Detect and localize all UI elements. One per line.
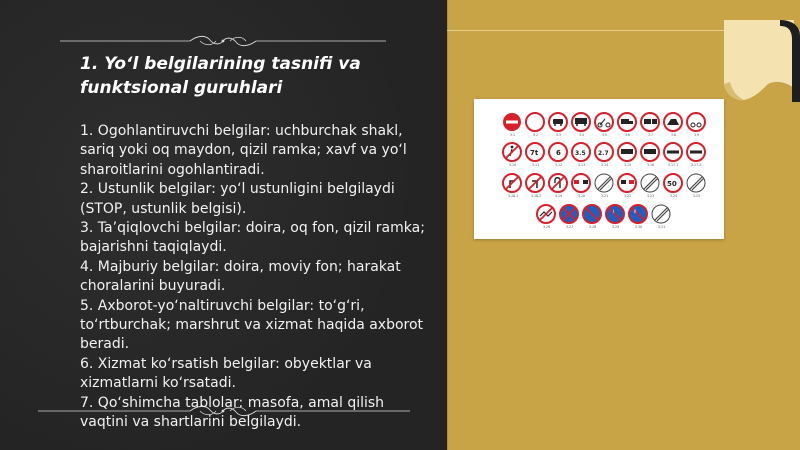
sign-label: 3.7 [648,133,654,137]
sign-label: 3.14 [601,163,609,167]
sign-label: 3.26 [543,225,551,229]
sign-3-18-1 [503,174,521,192]
top-ornament [0,34,447,48]
sign-3-21 [595,174,613,192]
sign-label: 3.5 [602,133,608,137]
sign-3-17-2 [687,143,705,161]
sign-label: 3.9 [694,133,700,137]
sign-label: 3.1 [510,133,516,137]
sign-3-2 [526,113,544,131]
sign-3-22 [618,174,636,192]
row2-sign-labels [509,163,701,167]
paragraph-mandatory-signs: 4. Majburiy belgilar: doira, moviy fon; harakat choralarini buyuradi. [80,258,401,295]
svg-text:II: II [634,209,637,214]
sign-3-31 [652,205,670,223]
sign-3-29 [606,205,624,223]
sign-label: 3.11 [532,163,540,167]
sign-label: 3.30 [635,225,643,229]
sign-axle-text: 6 [556,149,561,157]
sign-3-15 [618,143,636,161]
sign-3-27 [560,205,578,223]
sign-weight-text: 7t [530,149,539,157]
slide-title-line-2: funktsional guruhlari [80,78,283,98]
sign-3-5 [595,113,613,131]
sign-3-17-1 [664,143,682,161]
sign-3-3 [549,113,567,131]
sign-label: 3.27 [566,225,574,229]
sign-height-text: 3.5 [575,150,586,157]
sign-3-24 [664,174,682,192]
sign-3-25 [687,174,705,192]
page-curl-decoration [714,18,800,102]
sign-3-14 [595,143,613,161]
slide-title-line-1: 1. Yo‘l belgilarining tasnifi va [80,54,361,74]
sign-label: 3.24 [670,194,678,198]
sign-3-7 [641,113,659,131]
sign-label: 3.3 [556,133,562,137]
sign-3-13 [572,143,590,161]
sign-label: 3.8 [671,133,677,137]
sign-label: 3.4 [579,133,585,137]
sign-3-30 [629,205,647,223]
road-signs-grid [474,99,724,239]
slide-body [80,122,425,433]
sign-3-18-2 [526,174,544,192]
sign-label: 3.28 [589,225,597,229]
sign-label: 3.6 [625,133,631,137]
paragraph-additional-plates: 7. Qo‘shimcha tablolar: masofa, amal qilish vaqtini va shartlarini belgilaydi. [80,394,385,431]
sign-label: 3.21 [601,194,609,198]
paragraph-warning-signs: 1. Ogohlantiruvchi belgilar: uchburchak shakl, sariq yoki oq maydon, qizil ramka; xavf va yo‘l sharoitlarini ogohlantiradi. [80,123,407,178]
sign-label: 3.29 [612,225,620,229]
sign-3-26 [537,205,555,223]
row3-sign-labels [508,194,700,198]
sign-label: 3.17.2 [691,163,702,167]
panel-divider [447,0,448,450]
sign-3-16 [641,143,659,161]
sign-label: 3.2 [533,133,539,137]
sign-label: 3.18.1 [508,194,519,198]
paragraph-priority-signs: 2. Ustunlik belgilar: yo‘l ustunligini belgilaydi (STOP, ustunlik belgisi). [80,181,395,217]
sign-width-text: 2.7 [598,150,609,157]
paragraph-information-signs: 5. Axborot-yo‘naltiruvchi belgilar: to‘g‘ri, to‘rtburchak; marshrut va xizmat haqida axborot beradi. [80,297,424,353]
slide-title [80,52,430,100]
sign-label: 3.13 [578,163,586,167]
sign-label: 3.15 [624,163,632,167]
sign-3-28 [583,205,601,223]
sign-3-19 [549,174,567,192]
sign-3-9 [687,113,705,131]
sign-3-4 [572,113,590,131]
sign-3-11 [526,143,544,161]
sign-label: 3.22 [624,194,632,198]
sign-label: 3.25 [693,194,701,198]
row1-sign-labels [510,133,699,137]
sign-speed-text: 50 [667,180,677,188]
sign-3-8 [664,113,682,131]
sign-label: 3.19 [555,194,563,198]
paragraph-service-signs: 6. Xizmat ko‘rsatish belgilar: obyektlar va xizmatlarni ko‘rsatadi. [80,355,372,392]
sign-3-20 [572,174,590,192]
sign-3-12 [549,143,567,161]
row4-sign-labels [543,225,665,229]
sign-label: 3.18.2 [531,194,542,198]
svg-text:I: I [613,209,615,214]
sign-label: 3.10 [509,163,517,167]
sign-label: 3.16 [647,163,655,167]
sign-label: 3.31 [658,225,666,229]
sign-label: 3.17.1 [668,163,679,167]
sign-3-6 [618,113,636,131]
sign-label: 3.12 [555,163,563,167]
sign-3-23 [641,174,659,192]
sign-3-1 [503,113,521,131]
road-signs-image [474,99,724,239]
sign-label: 3.20 [578,194,586,198]
paragraph-prohibitory-signs: 3. Ta’qiqlovchi belgilar: doira, oq fon, qizil ramka; bajarishni taqiqlaydi. [80,220,425,256]
sign-label: 3.23 [647,194,655,198]
sign-3-10 [503,143,521,161]
